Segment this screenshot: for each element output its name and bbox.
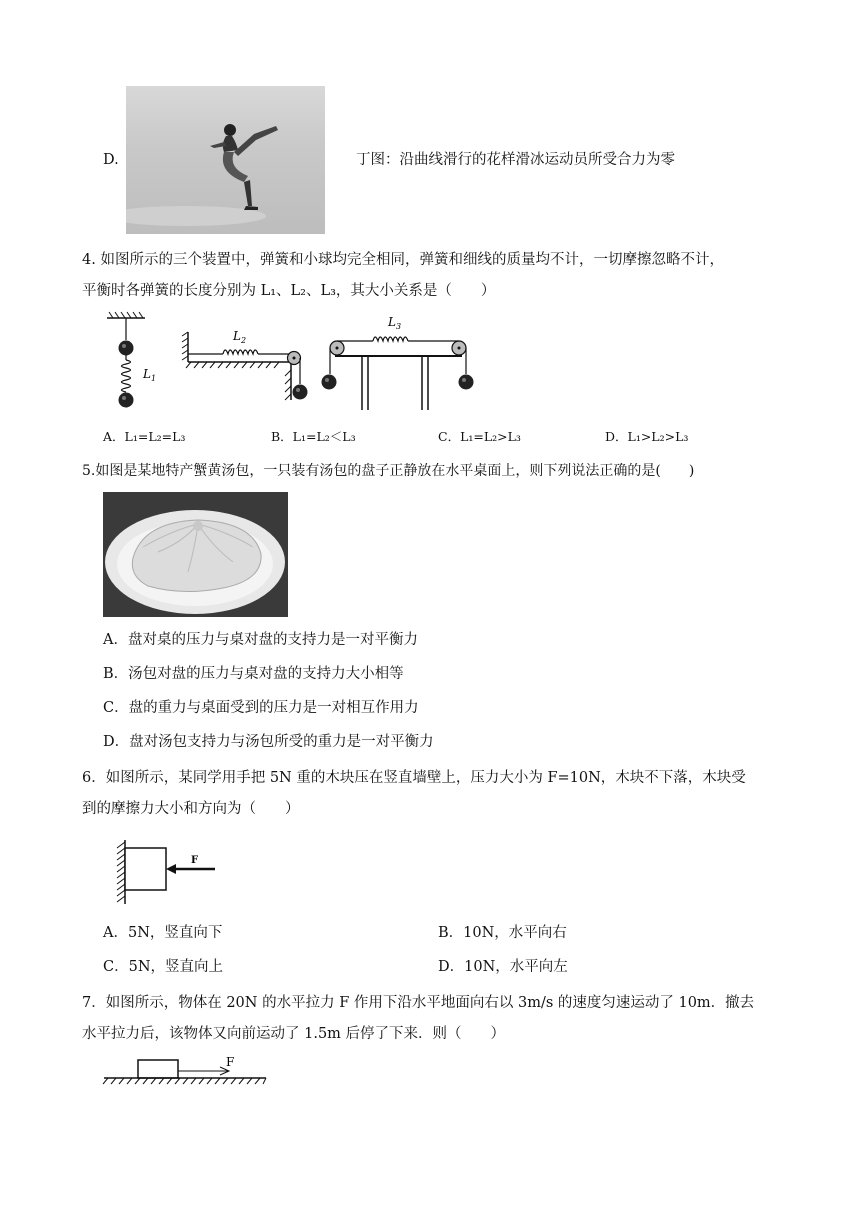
q7-block-floor-diagram bbox=[100, 1052, 270, 1086]
q4-option-c: C．L₁=L₂>L₃ bbox=[438, 429, 521, 444]
q6-wall-block-diagram bbox=[100, 836, 222, 908]
q4-stem-line1: 4. 如图所示的三个装置中，弹簧和小球均完全相同，弹簧和细线的质量均不计，一切摩擦忽略不计， bbox=[82, 252, 724, 268]
skater-photo bbox=[126, 86, 325, 234]
q5-option-d: D．盘对汤包支持力与汤包所受的重力是一对平衡力 bbox=[103, 734, 434, 750]
q6-option-c: C．5N，竖直向上 bbox=[103, 959, 224, 975]
q5-option-a: A．盘对桌的压力与桌对盘的支持力是一对平衡力 bbox=[103, 632, 418, 648]
q7-stem-line2: 水平拉力后，该物体又向前运动了 1.5m 后停了下来．则（ ） bbox=[82, 1026, 506, 1042]
q6-stem-line2: 到的摩擦力大小和方向为（ ） bbox=[82, 801, 300, 817]
q4-spring-diagram bbox=[95, 310, 495, 414]
q4-option-d: D．L₁>L₂>L₃ bbox=[605, 429, 689, 444]
q7-force-label: F bbox=[226, 1055, 235, 1069]
l2-label: $L_2$ bbox=[233, 329, 247, 345]
device-2-wall-pulley bbox=[182, 329, 308, 400]
q3-option-d-label: D. bbox=[103, 152, 119, 168]
soup-dumpling-photo bbox=[103, 492, 288, 617]
q6-force-label: F bbox=[191, 855, 199, 866]
q6-option-d: D．10N，水平向左 bbox=[438, 959, 568, 975]
l3-label: $L_3$ bbox=[388, 315, 402, 331]
q4-option-b: B．L₁=L₂＜L₃ bbox=[271, 429, 356, 444]
q5-option-c: C．盘的重力与桌面受到的压力是一对相互作用力 bbox=[103, 700, 419, 716]
l1-label: $L_1$ bbox=[143, 367, 157, 383]
q5-option-b: B．汤包对盘的压力与桌对盘的支持力大小相等 bbox=[103, 666, 404, 682]
q5-stem: 5.如图是某地特产蟹黄汤包，一只装有汤包的盘子正静放在水平桌面上，则下列说法正确的是( ) bbox=[82, 463, 695, 479]
device-1-hanging bbox=[107, 312, 156, 408]
q6-option-a: A．5N，竖直向下 bbox=[103, 925, 223, 941]
q4-stem-line2: 平衡时各弹簧的长度分别为 L₁、L₂、L₃，其大小关系是（ ） bbox=[82, 283, 496, 299]
q6-stem-line1: 6．如图所示，某同学用手把 5N 重的木块压在竖直墙壁上，压力大小为 F=10N，木块不下落，木块受 bbox=[82, 770, 746, 786]
q7-stem-line1: 7．如图所示，物体在 20N 的水平拉力 F 作用下沿水平地面向右以 3m/s 的速度匀速运动了 10m．撤去 bbox=[82, 995, 755, 1011]
q3-option-d-text: 丁图：沿曲线滑行的花样滑冰运动员所受合力为零 bbox=[356, 152, 675, 168]
device-3-table-pulleys bbox=[322, 315, 474, 410]
q6-option-b: B．10N，水平向右 bbox=[438, 925, 567, 941]
q4-option-a: A．L₁=L₂=L₃ bbox=[103, 429, 186, 444]
